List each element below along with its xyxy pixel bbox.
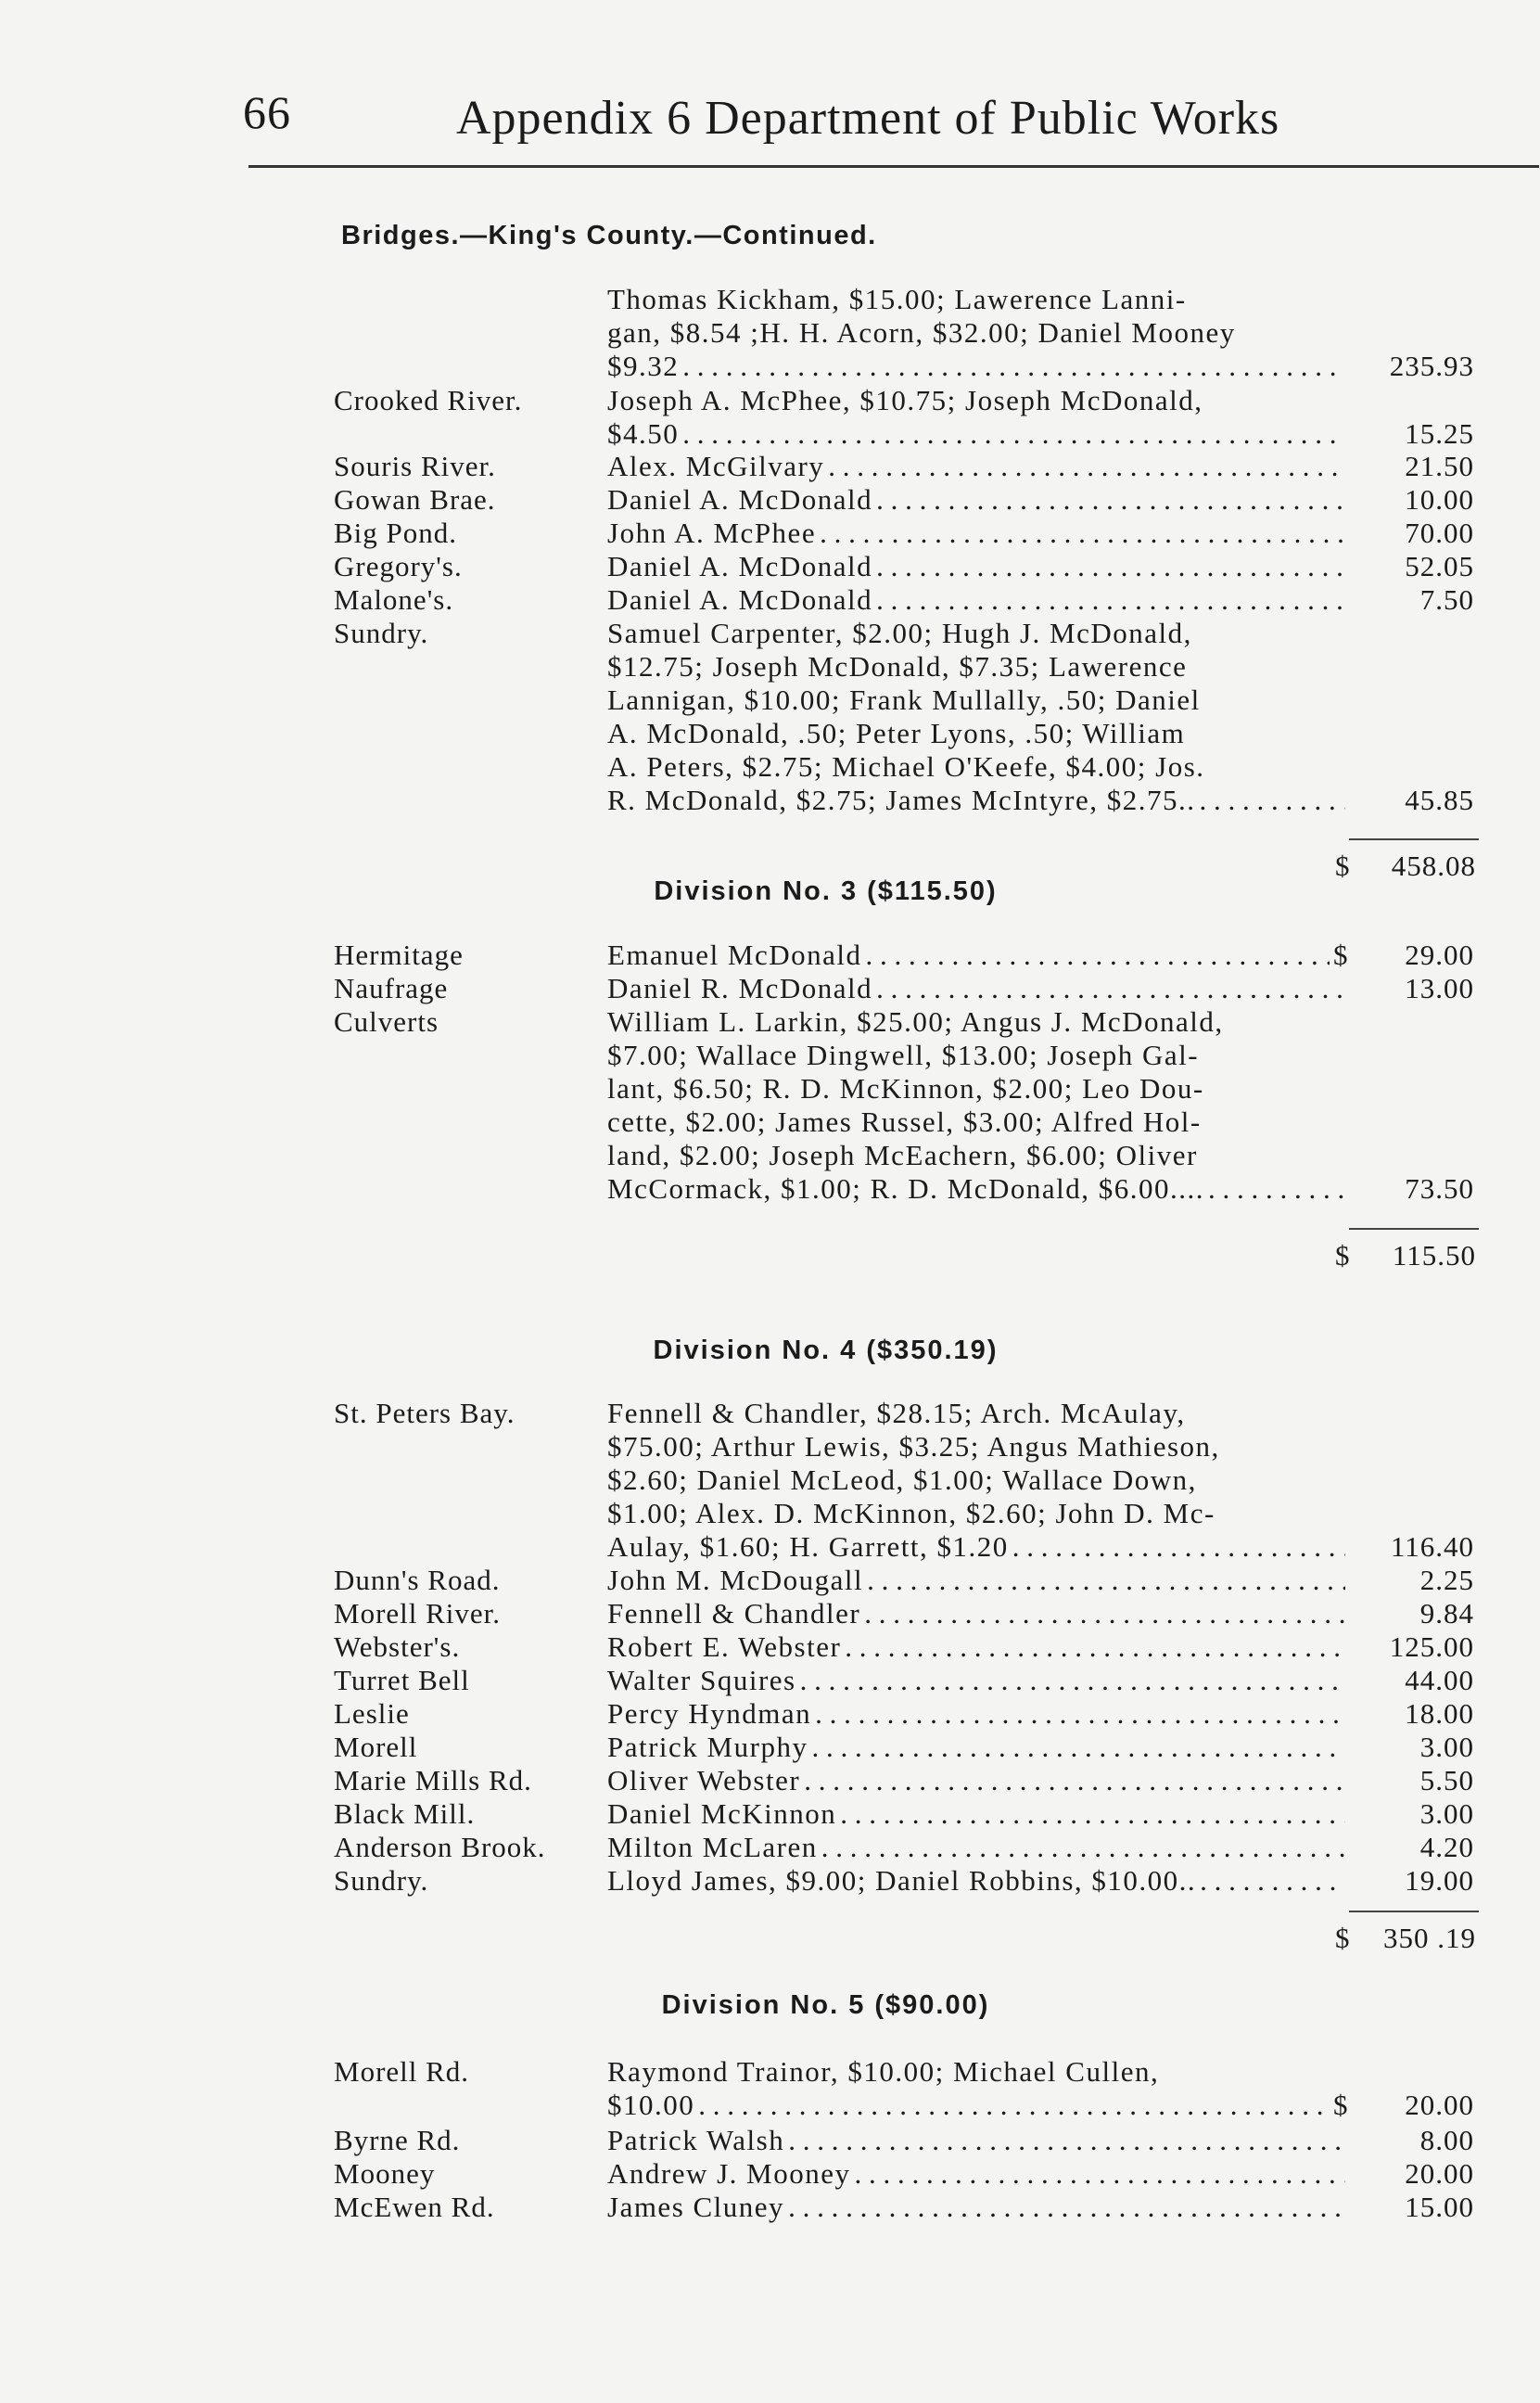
entry-description	[607, 2124, 1349, 2157]
entry-description	[607, 939, 1349, 972]
ledger-entry	[0, 483, 1540, 517]
description-line	[607, 1397, 1349, 1430]
entry-description	[607, 517, 1349, 550]
description-text: Aulay, $1.60; H. Garrett, $1.20	[607, 1530, 1009, 1563]
description-line	[607, 1630, 1349, 1664]
description-text: Percy Hyndman	[607, 1697, 812, 1730]
ledger-entry	[0, 1731, 1540, 1764]
description-text: Daniel A. McDonald	[607, 550, 873, 582]
header-rule	[248, 165, 1539, 168]
leader-dots	[682, 417, 1345, 451]
page-number: 66	[243, 86, 291, 138]
description-line	[607, 717, 1349, 750]
description-line	[607, 972, 1349, 1005]
amount: 44.00	[1405, 1664, 1474, 1696]
amount: 8.00	[1419, 2124, 1474, 2156]
description-line	[607, 2089, 1349, 2122]
amount: 4.20	[1419, 1831, 1474, 1863]
entry-description	[607, 972, 1349, 1005]
description-text: $10.00	[607, 2089, 695, 2121]
entry-description	[607, 1697, 1349, 1731]
description-line	[607, 1172, 1349, 1206]
total-value: 115.50	[1392, 1239, 1476, 1272]
ledger-entry	[0, 583, 1540, 617]
place-name: Mooney	[334, 2157, 436, 2190]
entry-description	[607, 1005, 1349, 1206]
ledger-entry	[0, 1597, 1540, 1630]
description-line	[607, 450, 1349, 483]
description-text: Oliver Webster	[607, 1764, 801, 1796]
amount: 9.84	[1419, 1597, 1474, 1630]
ledger-entry	[0, 1764, 1540, 1797]
description-line	[607, 2124, 1349, 2157]
description-line	[607, 1764, 1349, 1797]
place-name: Naufrage	[334, 972, 449, 1004]
description-text: $9.32	[607, 350, 680, 382]
description-line	[607, 1731, 1349, 1764]
ledger-entry	[0, 939, 1540, 972]
description-text: Walter Squires	[607, 1664, 796, 1696]
description-text: Lannigan, $10.00; Frank Mullally, .50; Daniel	[607, 684, 1201, 716]
leader-dots	[682, 350, 1345, 383]
description-line	[607, 684, 1349, 717]
ledger-entry	[0, 1005, 1540, 1206]
description-text: $75.00; Arthur Lewis, $3.25; Angus Mathieson,	[607, 1430, 1220, 1463]
description-text: Thomas Kickham, $15.00; Lawerence Lanni-	[607, 283, 1187, 315]
leader-dots	[876, 972, 1345, 1005]
amount: 116.40	[1390, 1530, 1474, 1563]
description-line	[607, 583, 1349, 617]
place-name: Sundry.	[334, 617, 429, 649]
entry-description	[607, 1664, 1349, 1697]
amount: 13.00	[1405, 972, 1474, 1004]
ledger-entry	[0, 972, 1540, 1005]
description-text: A. Peters, $2.75; Michael O'Keefe, $4.00; Jos.	[607, 750, 1205, 783]
entry-description	[607, 1630, 1349, 1664]
place-name: Morell River.	[334, 1597, 502, 1630]
description-line	[607, 1139, 1349, 1172]
description-line	[607, 617, 1349, 650]
leader-dots	[828, 450, 1345, 483]
ledger-entry	[0, 1697, 1540, 1731]
description-text: lant, $6.50; R. D. McKinnon, $2.00; Leo Dou-	[607, 1072, 1204, 1105]
amount: 7.50	[1419, 583, 1474, 616]
amount: 235.93	[1389, 350, 1474, 382]
description-text: John M. McDougall	[607, 1564, 864, 1596]
description-line	[607, 939, 1349, 972]
place-name: St. Peters Bay.	[334, 1397, 515, 1429]
total-value: 350 .19	[1383, 1922, 1476, 1954]
description-text: Raymond Trainor, $10.00; Michael Cullen,	[607, 2055, 1160, 2088]
ledger-entry	[0, 1864, 1540, 1898]
amount: 5.50	[1419, 1764, 1474, 1796]
description-line	[607, 1797, 1349, 1831]
total-rule	[1349, 1228, 1479, 1230]
total-currency: $	[1335, 850, 1351, 882]
description-line	[607, 650, 1349, 684]
description-text: Joseph A. McPhee, $10.75; Joseph McDonald,	[607, 384, 1203, 416]
division-heading: Division No. 5 ($90.00)	[661, 1990, 990, 2020]
description-text: $1.00; Alex. D. McKinnon, $2.60; John D. Mc-	[607, 1497, 1215, 1529]
description-line	[607, 784, 1349, 817]
description-line	[607, 1697, 1349, 1731]
leader-dots	[1012, 1530, 1345, 1564]
dollar-sign: $	[1333, 939, 1349, 971]
leader-dots	[866, 939, 1330, 972]
place-name: Gregory's.	[334, 550, 463, 582]
place-name: Malone's.	[334, 583, 454, 616]
description-line	[607, 1072, 1349, 1106]
total-value: 458.08	[1391, 850, 1476, 882]
place-name: Culverts	[334, 1005, 439, 1038]
description-text: Fennell & Chandler	[607, 1597, 861, 1630]
description-text: Daniel A. McDonald	[607, 583, 873, 616]
leader-dots	[788, 2191, 1345, 2224]
description-text: Andrew J. Mooney	[607, 2157, 851, 2190]
ledger-entry	[0, 550, 1540, 583]
amount: 3.00	[1419, 1797, 1474, 1830]
place-name: Dunn's Road.	[334, 1564, 501, 1596]
entry-description	[607, 384, 1349, 451]
description-line	[607, 1864, 1349, 1898]
description-text: gan, $8.54 ;H. H. Acorn, $32.00; Daniel Mooney	[607, 316, 1236, 349]
description-line	[607, 417, 1349, 451]
description-line	[607, 1039, 1349, 1072]
ledger-entry	[0, 617, 1540, 817]
description-line	[607, 483, 1349, 517]
place-name: Byrne Rd.	[334, 2124, 461, 2156]
description-text: John A. McPhee	[607, 517, 817, 549]
leader-dots	[876, 483, 1345, 517]
ledger-entry	[0, 2055, 1540, 2122]
description-line	[607, 283, 1349, 316]
ledger-entry	[0, 517, 1540, 550]
description-text: McCormack, $1.00; R. D. McDonald, $6.00....	[607, 1172, 1204, 1205]
place-name: Hermitage	[334, 939, 464, 971]
ledger-entry	[0, 2191, 1540, 2224]
place-name: Big Pond.	[334, 517, 458, 549]
place-name: Turret Bell	[334, 1664, 470, 1696]
entry-description	[607, 1597, 1349, 1630]
place-name: Leslie	[334, 1697, 410, 1730]
description-text: Patrick Murphy	[607, 1731, 808, 1763]
place-name: Webster's.	[334, 1630, 461, 1663]
page-header	[243, 85, 1355, 160]
entry-description	[607, 617, 1349, 817]
description-line	[607, 384, 1349, 417]
description-text: Patrick Walsh	[607, 2124, 785, 2156]
description-line	[607, 517, 1349, 550]
total-currency: $	[1335, 1922, 1351, 1954]
description-text: Robert E. Webster	[607, 1630, 842, 1663]
ledger-entry	[0, 1564, 1540, 1597]
description-line	[607, 2055, 1349, 2089]
leader-dots	[800, 1664, 1345, 1697]
amount: 15.00	[1405, 2191, 1474, 2223]
entry-description	[607, 450, 1349, 483]
description-text: A. McDonald, .50; Peter Lyons, .50; William	[607, 717, 1186, 749]
leader-dots	[1208, 1172, 1345, 1206]
entry-description	[607, 1864, 1349, 1898]
ledger-entry	[0, 1630, 1540, 1664]
amount: 20.00	[1405, 2089, 1474, 2121]
ledger-entry	[0, 450, 1540, 483]
leader-dots	[845, 1630, 1345, 1664]
description-text: cette, $2.00; James Russel, $3.00; Alfred Hol-	[607, 1106, 1202, 1138]
amount: 73.50	[1405, 1172, 1474, 1205]
place-name: Morell Rd.	[334, 2055, 470, 2088]
place-name: Sundry.	[334, 1864, 429, 1897]
description-text: Daniel McKinnon	[607, 1797, 837, 1830]
ledger-entry	[0, 1797, 1540, 1831]
place-name: McEwen Rd.	[334, 2191, 495, 2223]
description-text: Samuel Carpenter, $2.00; Hugh J. McDonald,	[607, 617, 1192, 649]
description-text: Fennell & Chandler, $28.15; Arch. McAulay,	[607, 1397, 1186, 1429]
description-text: R. McDonald, $2.75; James McIntyre, $2.75..	[607, 784, 1196, 816]
description-line	[607, 1497, 1349, 1530]
ledger-entry	[0, 1664, 1540, 1697]
description-text: $7.00; Wallace Dingwell, $13.00; Joseph Gal-	[607, 1039, 1200, 1071]
description-line	[607, 1005, 1349, 1039]
leader-dots	[876, 550, 1345, 583]
amount: 29.00	[1405, 939, 1474, 971]
description-line	[607, 2191, 1349, 2224]
description-text: Emanuel McDonald	[607, 939, 862, 971]
entry-description	[607, 550, 1349, 583]
running-title: Appendix 6 Department of Public Works	[456, 92, 1280, 145]
entry-description	[607, 1764, 1349, 1797]
division-heading: Division No. 4 ($350.19)	[653, 1336, 999, 1365]
leader-dots	[1200, 1864, 1345, 1898]
leader-dots	[815, 1697, 1345, 1731]
place-name: Anderson Brook.	[334, 1831, 546, 1863]
description-text: William L. Larkin, $25.00; Angus J. McDonald,	[607, 1005, 1224, 1038]
place-name: Gowan Brae.	[334, 483, 496, 516]
entry-description	[607, 1564, 1349, 1597]
description-text: Daniel A. McDonald	[607, 483, 873, 516]
leader-dots	[876, 583, 1345, 617]
description-text: Alex. McGilvary	[607, 450, 825, 482]
amount: 52.05	[1405, 550, 1474, 582]
amount: 70.00	[1405, 517, 1474, 549]
description-line	[607, 350, 1349, 383]
leader-dots	[820, 517, 1345, 550]
description-line	[607, 1564, 1349, 1597]
entry-description	[607, 283, 1349, 383]
division-heading: Division No. 3 ($115.50)	[654, 876, 998, 906]
entry-description	[607, 1397, 1349, 1564]
leader-dots	[867, 1564, 1345, 1597]
entry-description	[607, 2191, 1349, 2224]
leader-dots	[804, 1764, 1345, 1797]
place-name: Crooked River.	[334, 384, 523, 416]
leader-dots	[788, 2124, 1345, 2157]
description-line	[607, 750, 1349, 784]
description-line	[607, 2157, 1349, 2191]
total-currency: $	[1335, 1239, 1351, 1272]
amount: 10.00	[1405, 483, 1474, 516]
leader-dots	[840, 1797, 1345, 1831]
description-line	[607, 550, 1349, 583]
description-text: $4.50	[607, 417, 680, 450]
place-name: Marie Mills Rd.	[334, 1764, 532, 1796]
entry-description	[607, 1731, 1349, 1764]
description-line	[607, 1664, 1349, 1697]
entry-description	[607, 1831, 1349, 1864]
ledger-entry	[0, 2157, 1540, 2191]
description-text: Lloyd James, $9.00; Daniel Robbins, $10.00..	[607, 1864, 1197, 1897]
description-line	[607, 316, 1349, 350]
description-line	[607, 1430, 1349, 1464]
amount: 21.50	[1405, 450, 1474, 482]
ledger-entry	[0, 384, 1540, 451]
entry-description	[607, 583, 1349, 617]
total-rule	[1349, 838, 1479, 840]
entry-description	[607, 2055, 1349, 2122]
place-name: Souris River.	[334, 450, 496, 482]
amount: 19.00	[1405, 1864, 1474, 1897]
ledger-entry	[0, 1397, 1540, 1564]
amount: 45.85	[1405, 784, 1474, 816]
entry-description	[607, 1797, 1349, 1831]
amount: 18.00	[1405, 1697, 1474, 1730]
leader-dots	[855, 2157, 1346, 2191]
description-text: $12.75; Joseph McDonald, $7.35; Lawerence	[607, 650, 1188, 683]
amount: 15.25	[1405, 417, 1474, 450]
place-name: Black Mill.	[334, 1797, 476, 1830]
amount: 3.00	[1419, 1731, 1474, 1763]
description-line	[607, 1831, 1349, 1864]
leader-dots	[698, 2089, 1330, 2122]
dollar-sign: $	[1333, 2089, 1349, 2121]
place-name: Morell	[334, 1731, 418, 1763]
leader-dots	[1199, 784, 1345, 817]
entry-description	[607, 483, 1349, 517]
description-line	[607, 1530, 1349, 1564]
description-text: Daniel R. McDonald	[607, 972, 873, 1004]
description-text: Milton McLaren	[607, 1831, 818, 1863]
ledger-entry	[0, 1831, 1540, 1864]
leader-dots	[811, 1731, 1345, 1764]
amount: 125.00	[1389, 1630, 1474, 1663]
description-line	[607, 1464, 1349, 1497]
leader-dots	[864, 1597, 1345, 1630]
description-text: $2.60; Daniel McLeod, $1.00; Wallace Down,	[607, 1464, 1197, 1496]
description-text: land, $2.00; Joseph McEachern, $6.00; Oliver	[607, 1139, 1198, 1171]
description-text: James Cluney	[607, 2191, 785, 2223]
description-line	[607, 1106, 1349, 1139]
ledger-entry	[0, 2124, 1540, 2157]
leader-dots	[821, 1831, 1345, 1864]
entry-description	[607, 2157, 1349, 2191]
section-heading: Bridges.—King's County.—Continued.	[341, 221, 877, 250]
amount: 2.25	[1419, 1564, 1474, 1596]
total-rule	[1349, 1911, 1479, 1912]
description-line	[607, 1597, 1349, 1630]
ledger-entry	[0, 283, 1540, 383]
amount: 20.00	[1405, 2157, 1474, 2190]
